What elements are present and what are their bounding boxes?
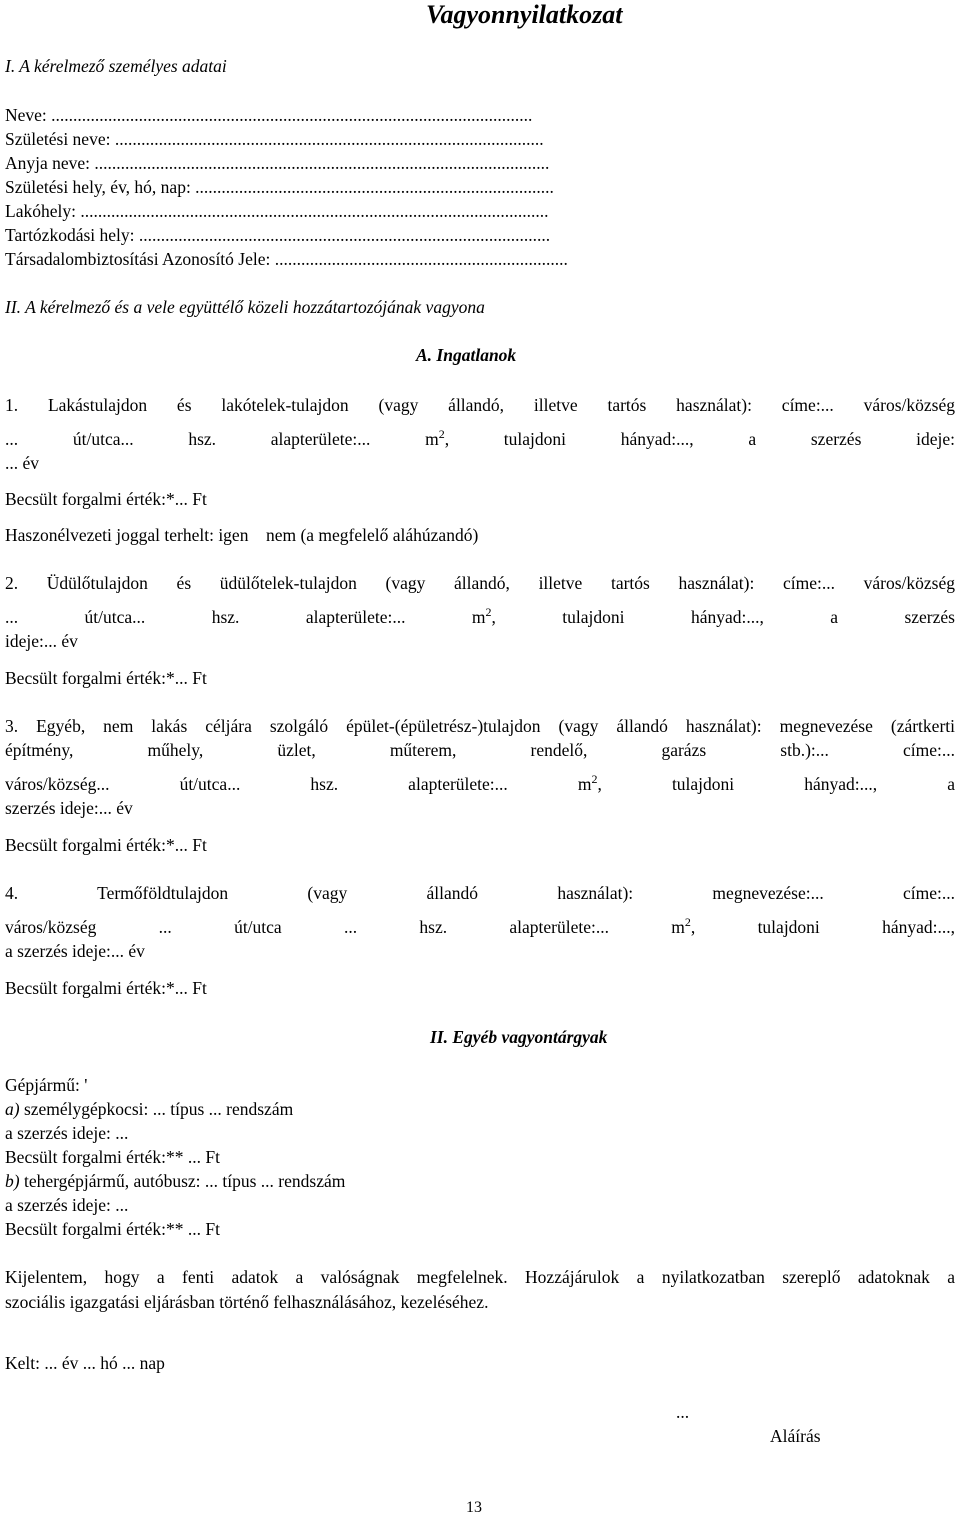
item3-line4: szerzés ideje:... év — [5, 798, 133, 818]
stay-address-field: Tartózkodási hely: .............................................................................................. — [5, 225, 551, 245]
mother-name-field: Anyja neve: ........................................................................................................ — [5, 153, 550, 173]
item3-line3: város/község... út/utca... hsz. alapterülete:... $m^2$, tulajdoni hányad:..., a — [5, 772, 955, 794]
item1-line3: ... év — [5, 453, 40, 473]
item3-line1: 3. Egyéb, nem lakás céljára szolgáló épület-(épületrész-)tulajdon (vagy állandó használat): megnevezése (zártkerti — [5, 716, 955, 736]
section-personal-data-title: I. A kérelmező személyes adatai — [5, 56, 227, 76]
social-security-number-field: Társadalombiztosítási Azonosító Jele: ................................................................... — [5, 249, 568, 269]
item3-line2: építmény, műhely, üzlet, műterem, rendelő, garázs stb.):... címe:... — [5, 740, 955, 760]
section-assets-title: II. A kérelmező és a vele együttélő közeli hozzátartozójának vagyona — [5, 297, 485, 317]
item1-market-value: Becsült forgalmi érték:*... Ft — [5, 489, 207, 509]
vehicle-heading: Gépjármű: ' — [5, 1075, 88, 1095]
birth-name-field: Születési neve: .................................................................................................. — [5, 129, 544, 149]
item4-line3: a szerzés ideje:... év — [5, 941, 145, 961]
vehicle-b-date: a szerzés ideje: ... — [5, 1195, 129, 1215]
item4-market-value: Becsült forgalmi érték:*... Ft — [5, 978, 207, 998]
vehicle-b-line: b) tehergépjármű, autóbusz: ... típus ... rendszám — [5, 1171, 346, 1191]
residence-field: Lakóhely: ........................................................................................................... — [5, 201, 549, 221]
declaration-line1: Kijelentem, hogy a fenti adatok a valóságnak megfelelnek. Hozzájárulok a nyilatkozatban szereplő adatoknak a — [5, 1267, 955, 1287]
name-field: Neve: .............................................................................................................. — [5, 105, 533, 125]
section-other-assets-title: II. Egyéb vagyontárgyak — [430, 1027, 608, 1047]
item1-usufruct: Haszonélvezeti joggal terhelt: igen nem (a megfelelő aláhúzandó) — [5, 525, 479, 545]
item2-line1: 2. Üdülőtulajdon és üdülőtelek-tulajdon (vagy állandó, illetve tartós használat): címe:... város/község — [5, 573, 955, 593]
document-title: Vagyonnyilatkozat — [426, 0, 623, 29]
vehicle-a-value: Becsült forgalmi érték:** ... Ft — [5, 1147, 220, 1167]
signature-line: ... — [676, 1402, 690, 1422]
item1-line1: 1. Lakástulajdon és lakótelek-tulajdon (vagy állandó, illetve tartós használat): címe:... város/község — [5, 395, 955, 415]
item2-market-value: Becsült forgalmi érték:*... Ft — [5, 668, 207, 688]
page-number: 13 — [466, 1499, 482, 1516]
item2-line2: ... út/utca... hsz. alapterülete:... $m^2$, tulajdoni hányad:..., a szerzés — [5, 605, 955, 627]
item4-line2: város/község ... út/utca ... hsz. alapterülete:... $m^2$, tulajdoni hányad:..., — [5, 915, 955, 937]
declaration-line2: szociális igazgatási eljárásban történő felhasználásához, kezeléséhez. — [5, 1292, 489, 1312]
vehicle-a-line: a) személygépkocsi: ... típus ... rendszám — [5, 1099, 294, 1119]
vehicle-a-date: a szerzés ideje: ... — [5, 1123, 129, 1143]
item3-market-value: Becsült forgalmi érték:*... Ft — [5, 835, 207, 855]
item4-line1: 4. Termőföldtulajdon (vagy állandó használat): megnevezése:... címe:... — [5, 883, 955, 903]
item2-line3: ideje:... év — [5, 631, 78, 651]
vehicle-b-value: Becsült forgalmi érték:** ... Ft — [5, 1219, 220, 1239]
item1-line2: ... út/utca... hsz. alapterülete:... $m^2$, tulajdoni hányad:..., a szerzés ideje: — [5, 427, 955, 449]
birth-place-date-field: Születési hely, év, hó, nap: .................................................................................. — [5, 177, 554, 197]
subsection-real-estate-title: A. Ingatlanok — [416, 345, 517, 365]
signature-label: Aláírás — [770, 1426, 821, 1446]
date-line: Kelt: ... év ... hó ... nap — [5, 1353, 165, 1373]
